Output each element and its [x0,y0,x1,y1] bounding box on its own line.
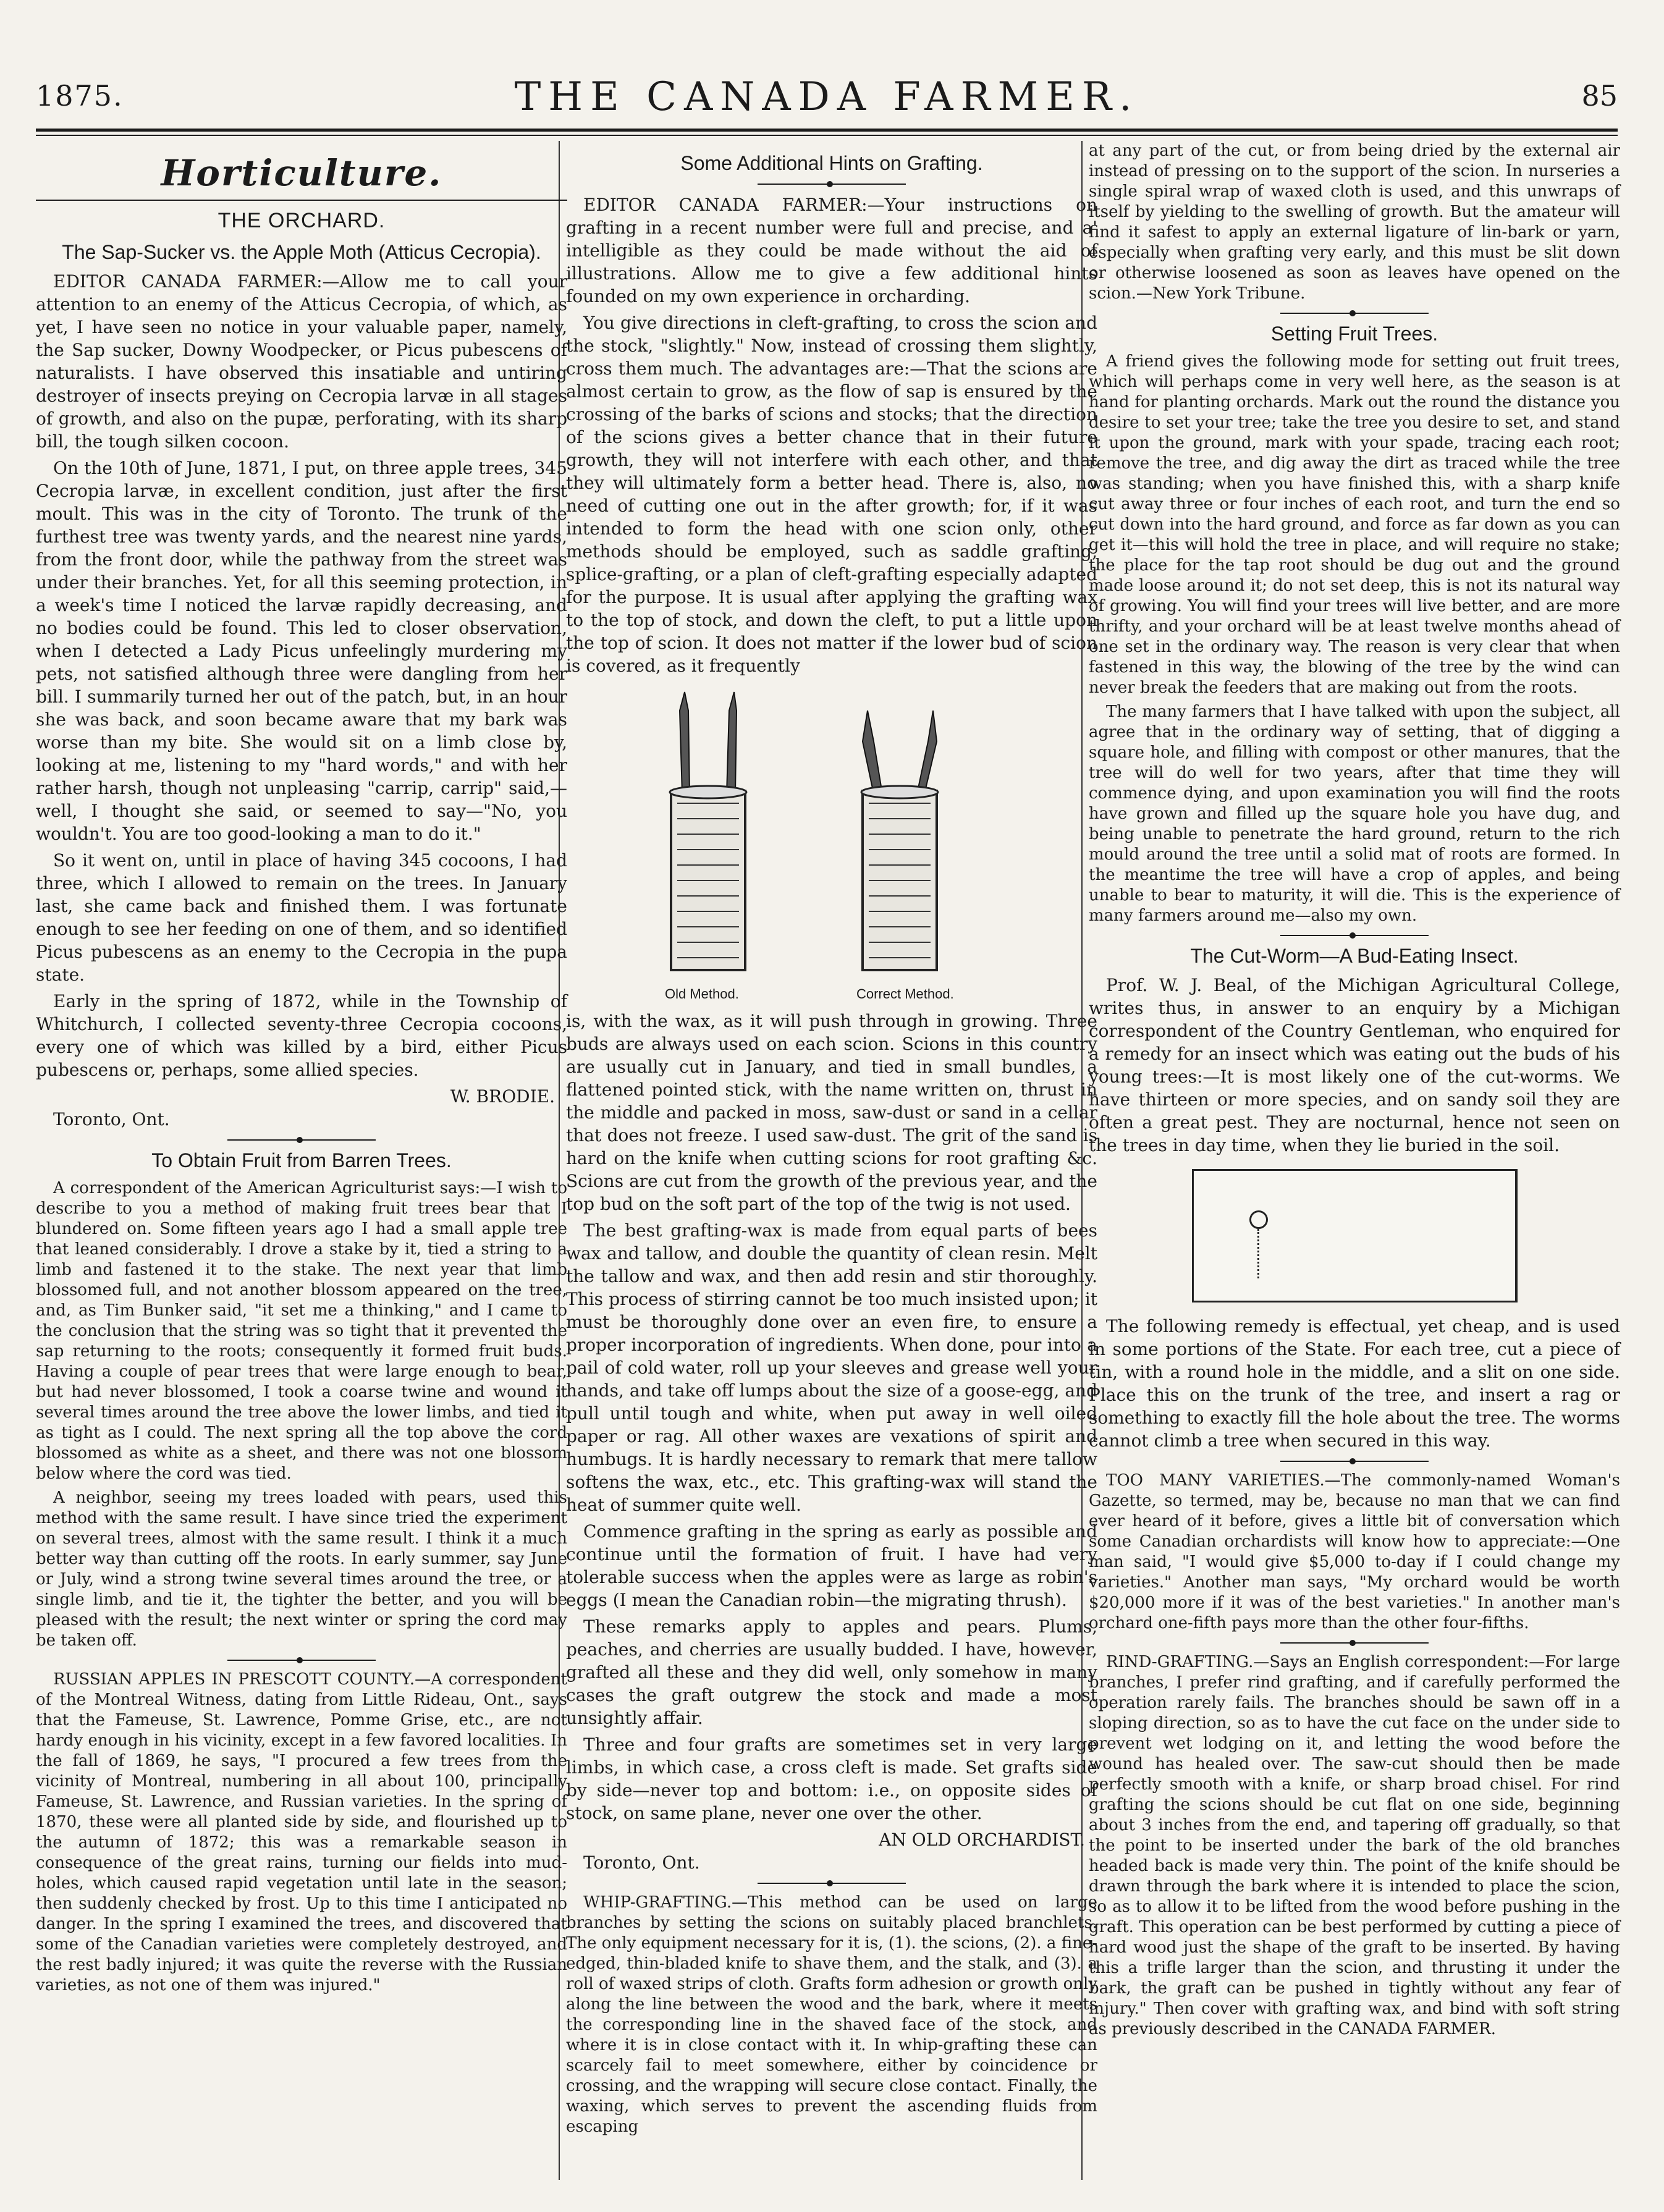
section-title: Horticulture. [161,152,442,194]
article-signature: W. BRODIE. [450,1086,555,1107]
grafting-figure [603,686,1048,976]
article-paragraph: Early in the spring of 1872, while in the Township of Whitchurch, I collected seventy-three Cecropia cocoons, every one of which was killed by a bird, either Picus pubescens or, perhaps, some allied species. [36,991,567,1080]
figure-caption-old: Old Method. [665,986,739,1002]
tin-slit-line [1257,1229,1259,1278]
article-title: Setting Fruit Trees. [1270,323,1438,345]
section-subtitle: THE ORCHARD. [218,209,386,232]
tin-hole-icon [1249,1210,1268,1229]
old-method-graft [670,692,746,970]
tin-guard-illustration [1192,1169,1518,1302]
issue-year: 1875. [36,79,124,112]
article-title: The Sap-Sucker vs. the Apple Moth (Atticus Cecropia). [62,241,541,263]
grafting-illustration [566,686,1097,1007]
correct-method-graft [861,711,938,970]
ornament-rule [1280,313,1429,314]
article-paragraph: The following remedy is effectual, yet cheap, and is used in some portions of the State. For each tree, cut a piece of tin, with a round hole in the middle, and a slit on one side. Place this on the trunk of the tree, and insert a rag or something to exactly fill the hole about the tree. The worms cannot climb a tree when secured in this way. [1089,1316,1620,1451]
article-paragraph: at any part of the cut, or from being dried by the external air instead of pressing on to the support of the scion. In nurseries a single spiral wrap of waxed cloth is used, and this unwraps of itself by yielding to the swelling of growth. But the amateur will find it safest to apply an external ligature of lin-bark or yarn, especially when grafting very early, and this must be slit down or otherwise loosened as soon as leaves have opened on the scion.—New York Tribune. [1089,141,1620,303]
article-paragraph: TOO MANY VARIETIES.—The commonly-named Woman's Gazette, so termed, may be, because no man that we can find ever heard of it before, gives a little bit of conversation which some Canadian orchardists will know how to appreciate:—One man said, "I would give $5,000 to-day if I could change my varieties." Another man says, "My orchard would be worth $20,000 more if it was of the best varieties." In another man's orchard one-fifth pays more than the other four-fifths. [1089,1471,1620,1632]
article-paragraph: A correspondent of the American Agriculturist says:—I wish to describe to you a method of making fruit trees bear that I blundered on. Some fifteen years ago I had a small apple tree that leaned considerably. I drove a stake by it, tied a string to a limb and fastened it to the stake. The next year that limb blossomed full, and not another blossom appeared on the tree, and, as Tim Bunker said, "it set me a thinking," and I came to the conclusion that the string was so tight that it prevented the sap returning to the roots; consequently it formed fruit buds. Having a couple of pear trees that were large enough to bear, but had never blossomed, I took a coarse twine and wound it several times around the tree above the lower limbs, and tied it as tight as I could. The next spring all the top above the cord blossomed as white as a sheet, and there was not one blossom below where the cord was tied. [36,1179,567,1483]
page-number: 85 [1581,79,1618,112]
ornament-rule [758,184,906,185]
article-title: The Cut-Worm—A Bud-Eating Insect. [1190,945,1519,967]
article-title: To Obtain Fruit from Barren Trees. [151,1149,452,1171]
section-rule [36,200,567,201]
column-2 [566,141,1097,2141]
column-3 [1089,141,1620,2043]
article-paragraph: is, with the wax, as it will push through in growing. Three buds are always used on each scion. Scions in this country are usually cut in January, and tied in small bundles, a flattened pointed stick, with the name written on, thrust in the middle and packed in moss, saw-dust or sand in a cellar that does not freeze. I used saw-dust. The grit of the sand is hard on the knife when cutting scions for root grafting &c. Scions are cut from the growth of the previous year, and the top bud on the soft part of the top of the twig is not used. [566,1011,1097,1214]
ornament-rule [227,1139,376,1141]
ornament-rule [227,1660,376,1661]
article-paragraph: On the 10th of June, 1871, I put, on three apple trees, 345 Cecropia larvæ, in excellent condition, just after the first moult. This was in the city of Toronto. The trunk of the furthest tree was twenty yards, and the nearest nine yards, from the front door, while the pathway from the street was under their branches. Yet, for all this seeming protection, in a week's time I noticed the larvæ rapidly decreasing, and no bodies could be found. This led to closer observation, when I detected a Lady Picus unfeelingly murdering my pets, not satisfied although three were dangling from her bill. I summarily turned her out of the patch, but, in an hour she was back, and soon became aware that my bark was worse than my bite. She would sit on a limb close by, looking at me, listening to my "hard words," and with her rather harsh, though not unpleasing "carrip, carrip" said,—well, I thought she said, or seemed to say—"No, you wouldn't. You are too good-looking a man to do it." [36,458,567,844]
article-signature: AN OLD ORCHARDIST. [879,1830,1085,1850]
figure-caption-correct: Correct Method. [856,986,954,1002]
article-paragraph: Commence grafting in the spring as early as possible and continue until the formation of fruit. I have had very tolerable success when the apples were as large as robin's eggs (I mean the Canadian robin—the migrating thrush). [566,1521,1097,1610]
ornament-rule [1280,935,1429,936]
column-1 [36,141,567,1999]
article-paragraph: EDITOR CANADA FARMER:—Your instructions on grafting in a recent number were full and precise, and a' intelligible as they could be made without the aid of illustrations. Allow me to give a few additional hints founded on my own experience in orcharding. [566,195,1097,306]
article-paragraph: The many farmers that I have talked with upon the subject, all agree that in the ordinary way of setting, that of digging a square hole, and filling with compost or other manures, that the tree will do well for two years, after that time they will commence dying, and upon examination you will find the roots have grown and filled up the square hole you have dug, and being unable to penetrate the hard ground, return to the rich mould around the tree until a solid mat of roots are formed. In the meantime the tree will have a crop of apples, and being unable to bear to maturity, it will die. This is the experience of many farmers around me—also my own. [1089,703,1620,925]
article-paragraph: These remarks apply to apples and pears. Plums, peaches, and cherries are usually budded. I have, however, grafted all these and they did well, only somehow in many cases the graft outgrew the stock and made a most unsightly affair. [566,1616,1097,1728]
article-paragraph: RIND-GRAFTING.—Says an English correspondent:—For large branches, I prefer rind grafting, and if carefully performed the operation rarely fails. The branches should be sawn off in a sloping direction, so as to have the cut face on the under side to prevent wet lodging on it, and letting the wood before the wound has healed over. The saw-cut should then be made perfectly smooth with a knife, or sharp broad chisel. For rind grafting the scions should be cut flat on one side, beginning about 3 inches from the end, and tapering off gradually, so that the point to be inserted under the bark of the old branches headed back is made very thin. The point of the knife should be drawn through the bark where it is intended to place the scion, so as to allow it to be lifted from the wood before pushing in the graft. This operation can be best performed by cutting a piece of hard wood just the shape of the graft to be inserted. By having this a trifle larger than the scion, and thrusting it under the bark, the graft can be pushed in tightly without any fear of injury." Then cover with grafting wax, and bind with soft string as previously described in the CANADA FARMER. [1089,1653,1620,2038]
masthead [36,74,1618,131]
ornament-rule [1280,1642,1429,1644]
article-place: Toronto, Ont. [53,1109,170,1129]
article-paragraph: So it went on, until in place of having 345 cocoons, I had three, which I allowed to remain on the trees. In January last, she came back and finished them. I was fortunate enough to see her feeding on one of them, and so identified Picus pubescens as an enemy to the Cecropia in the pupa state. [36,850,567,985]
masthead-rule-thin [36,135,1618,136]
article-paragraph: A friend gives the following mode for setting out fruit trees, which will perhaps come in very well here, as the season is at hand for planting orchards. Mark out the round the distance you desire to set your tree; take the tree you desire to set, and stand it upon the ground, mark with your spade, tracing each root; remove the tree, and dig away the dirt as traced while the tree was standing; when you have finished this, with a sharp knife cut away three or four inches of each root, and turn the end so cut down into the hard ground, and force as far down as you can get it—this will hold the tree in place, and will require no stake; the place for the tap root should be dug out and the ground made loose around it; do not set deep, this is not its natural way of growing. You will find your trees will live better, and are more thrifty, and your orchard will be at least twelve months ahead of one set in the ordinary way. The reason is very clear that when fastened in this way, the blowing of the tree by the wind can never break the feeders that are making out from the roots. [1089,352,1620,697]
article-paragraph: EDITOR CANADA FARMER:—Allow me to call your attention to an enemy of the Atticus Cecropia, of which, as yet, I have seen no notice in your valuable paper, namely, the Sap sucker, Downy Woodpecker, or Picus pubescens of naturalists. I have observed this insatiable and untiring destroyer of insects preying on Cecropia larvæ in all stages of growth, and also on the pupæ, perforating, with its sharp bill, the tough silken cocoon. [36,271,567,452]
article-title: Some Additional Hints on Grafting. [680,152,983,174]
article-paragraph: The best grafting-wax is made from equal parts of bees wax and tallow, and double the quantity of clean resin. Melt the tallow and wax, and then add resin and stir thoroughly. This process of stirring cannot be too much insisted upon; it must be thoroughly done over an even fire, to ensure a proper incorporation of ingredients. When done, pour into a pail of cold water, roll up your sleeves and grease well your hands, and take off lumps about the size of a goose-egg, and pull until tough and white, when put away in well oiled paper or rag. All other waxes are vexations of spirit and humbugs. It is hardly necessary to remark that mere tallow softens the wax, etc., etc. This grafting-wax will stand the heat of summer quite well. [566,1220,1097,1515]
article-paragraph: Three and four grafts are sometimes set in very large limbs, in which case, a cross cleft is made. Set grafts side by side—never top and bottom: i.e., on opposite sides of stock, on same plane, never one over the other. [566,1734,1097,1823]
ornament-rule [1280,1461,1429,1462]
article-paragraph: RUSSIAN APPLES IN PRESCOTT COUNTY.—A correspondent of the Montreal Witness, dating from Little Rideau, Ont., says that the Fameuse, St. Lawrence, Pomme Grise, etc., are not hardy enough in his vicinity, except in a few favored localities. In the fall of 1869, he says, "I procured a few trees from the vicinity of Montreal, numbering in all about 100, principally Fameuse, St. Lawrence, and Russian varieties. In the spring of 1870, these were all planted side by side, and flourished up to the autumn of 1872; this was a remarkable season in consequence of the great rains, turning our fields into mud-holes, which caused rapid vegetation until late in the season; then suddenly checked by frost. Up to this time I anticipated no danger. In the spring I examined the trees, and discovered that some of the Canadian varieties were completely destroyed, and the rest badly injured; it was quite the reverse with the Russian varieties, as not one of them was injured." [36,1670,567,1995]
newspaper-title: THE CANADA FARMER. [514,74,1139,120]
ornament-rule [758,1883,906,1884]
masthead-rule [36,129,1618,132]
article-paragraph: You give directions in cleft-grafting, to cross the scion and the stock, "slightly." Now, instead of crossing them slightly, cross them much. The advantages are:—That the scions are almost certain to grow, as the flow of sap is ensured by the crossing of the barks of scions and stocks; that the direction of the scions gives a better chance that in their future growth, they will not interfere with each other, and that they will ultimately form a better head. There is, also, no need of cutting one out in the after growth; for, if it was intended to form the head with one scion only, other methods should be employed, such as saddle grafting, splice-grafting, or a plan of cleft-grafting especially adapted for the purpose. It is usual after applying the grafting wax to the top of stock, and down the cleft, to put a little upon the top of scion. It does not matter if the lower bud of scion is covered, as it frequently [566,313,1097,676]
article-paragraph: Prof. W. J. Beal, of the Michigan Agricultural College, writes thus, in answer to an enquiry by a Michigan correspondent of the Country Gentleman, who enquired for a remedy for an insect which was eating out the buds of his young trees:—It is most likely one of the cut-worms. We have thirteen or more species, and on sandy soil they are often a great pest. They are nocturnal, hence not seen on the trees in day time, when they lie buried in the soil. [1089,975,1620,1155]
article-paragraph: WHIP-GRAFTING.—This method can be used on large branches by setting the scions on suitably placed branchlets. The only equipment necessary for it is, (1). the scions, (2). a fine-edged, thin-bladed knife to shave them, and the stalk, and (3). a roll of waxed strips of cloth. Grafts form adhesion or growth only along the line between the wood and the bark, where it meets the corresponding line in the shaved face of the stock, and where it is in close contact with it. In whip-grafting these can scarcely fail to meet somewhere, either by coincidence or crossing, and the wrapping will secure close contact. Finally, the waxing, which serves to prevent the ascending fluids from escaping [566,1893,1097,2136]
article-place: Toronto, Ont. [583,1852,700,1873]
article-paragraph: A neighbor, seeing my trees loaded with pears, used this method with the same result. I have since tried the experiment on several trees, almost with the same result. I think it a much better way than cutting off the roots. In early summer, say June or July, wind a strong twine several times around the tree, or a single limb, and tie it, the tighter the better, and you will be pleased with the result; the next winter or spring the cord may be taken off. [36,1488,567,1650]
